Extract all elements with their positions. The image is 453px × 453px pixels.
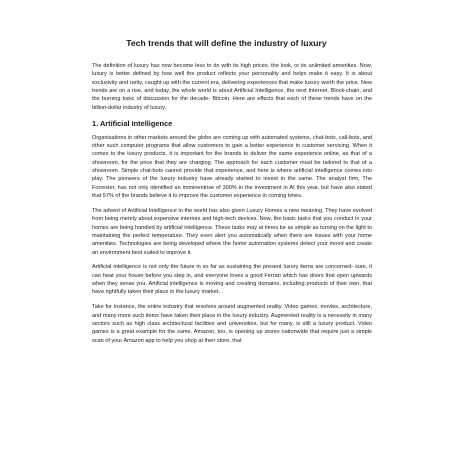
body-paragraph-2: The advent of Artificial Intelligence in the world has also given Luxury Homes a new meaning. They have evolved from being merely about expensive interiors and high-tech devices. Now, the basic tasks that you conduct in your homes are being handled by artificial intelligence. These tasks may at times be as simple as turning on the light to maintaining the perfect temperature. They even alert you automatically when there are issues with your home amenities. Technologies are being developed where the home automation systems detect your mood and create an environment best suited to improve it.: [92, 207, 372, 256]
section-heading-artificial-intelligence: 1. Artificial Intelligence: [92, 118, 173, 128]
intro-paragraph: The definition of luxury has now become less to do with its high prices, the look, or its unlimited amenities. Now, luxury is better defined by how well the product reflects your personality and helps make it easy. It is about exclusivity and rarity, caught up with the current era, delivering experiences that make luxury worth the price. New trends are on a rise, and today, the whole world is about Artificial Intelligence, the next Internet, Block-chain, and the burning topic of discussion for the decade- Bitcoin. Here are effects that each of these trends have on the billion-dollar industry of luxury.: [92, 63, 372, 111]
body-paragraph-4: Take for instance, the entire industry that revolves around augmented reality. Video games, movies, architecture, and many more such items have taken their place in the luxury industry. Augmented reality is a necessity in many sectors such as high class architectural facilities and universities, but for many, is still a luxury product. Video games is a great example for the same. Amazon, too, is opening up stores nationwide that require just a simple scan of your Amazon app to help you shop at their store, that: [92, 304, 372, 344]
body-paragraph-1: Organisations in other markets around the globe are coming up with automated systems, chat-bots, call-bots, and other such computer programs that allow customers to gain a better experience in customer servicing. When it comes to the luxury products, it is important for the brands to deliver the same experience online, as that of a showroom, for the price that they are charging. The approach for each customer must be tailored to that of a showroom. Simple chat-bots cannot provide that experience, and here is where artificial intelligence comes into play. The pioneers of the luxury industry have already started to invest in the same. The analyst firm, The Forrester, has not only identified an imminentrise of 300% in the investment in AI this year, but have also stated that 57% of the brands believe it to improve the customer experience in coming times.: [92, 134, 372, 199]
body-paragraph-3: Artificial intelligence is not only the future in so far as sustaining the present luxury items are concerned- sure, it can heat your house before you step in, and everyone loves a good Ferrari which has doors that open upwards when they sense you. Artificial intelligence is moving and creating domains, including products of their own, that have rightfully taken their place in the luxury market.: [92, 264, 372, 296]
document-body: [92, 62, 372, 351]
document-title: Tech trends that will define the industry of luxury: [126, 38, 327, 48]
